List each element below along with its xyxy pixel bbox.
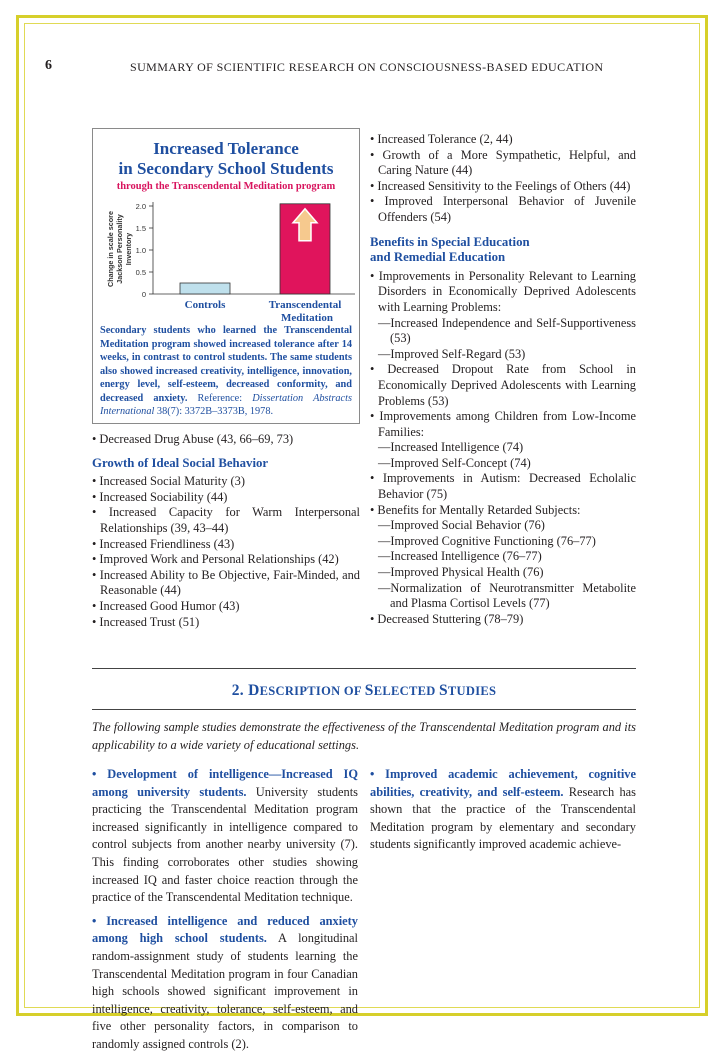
section2-title-d: D — [248, 682, 260, 699]
chart-y-tick-label: 0.5 — [135, 268, 146, 277]
left-top-list-item: • Decreased Drug Abuse (43, 66–69, 73) — [92, 432, 294, 446]
reference-label: Reference: — [197, 392, 253, 404]
section2-title — [92, 682, 636, 700]
chart-ylabel-line1: Change in scale score — [106, 211, 115, 287]
right-top-list-item: • Growth of a More Sympathetic, Helpful, and Caring Nature (44) — [370, 147, 636, 178]
social-behavior-list-item: • Increased Social Maturity (3) — [92, 474, 245, 489]
heading-social-behavior: Growth of Ideal Social Behavior — [92, 455, 269, 470]
social-behavior-list-item: • Increased Friendliness (43) — [92, 536, 235, 551]
chart-y-tick-label: 0 — [141, 290, 146, 299]
special-education-list-item: • Decreased Dropout Rate from School in Economically Deprived Adolescents with Learning Problems (53) — [370, 362, 636, 408]
page-number: 6 — [45, 58, 52, 73]
chart-y-tick-label: 1.0 — [135, 246, 146, 255]
reference-journal: Dissertation Abstracts International — [100, 392, 352, 417]
chart-title-line1: Increased Tolerance — [153, 139, 299, 158]
special-education-list-item: • Improvements in Autism: Decreased Echolalic Behavior (75) — [370, 471, 636, 502]
chart-subtitle: through the Transcendental Meditation program — [116, 181, 336, 192]
study-intelligence-university — [92, 766, 358, 907]
special-education-list-item: —Normalization of Neurotransmitter Metabolite and Plasma Cortisol Levels (77) — [378, 580, 636, 611]
study-academic-achievement — [370, 766, 636, 854]
special-education-list-item: • Improvements in Personality Relevant to Learning Disorders in Economically Deprived Adolescents with Learning Problems: — [370, 268, 636, 314]
section-rule-top — [92, 668, 636, 669]
chart-y-tick-label: 2.0 — [135, 202, 146, 211]
chart-y-tick-label: 1.5 — [135, 224, 146, 233]
study1-lead: • Development of intelligence—Increased IQ among university students. — [92, 767, 358, 799]
special-education-list-item: —Improved Self-Concept (74) — [378, 455, 531, 470]
study3-lead: • Improved academic achievement, cognitive abilities, creativity, and self-esteem. — [370, 767, 636, 799]
study-intelligence-highschool — [92, 913, 358, 1054]
special-education-list-item: • Decreased Stuttering (78–79) — [370, 611, 524, 626]
section-rule-bottom — [92, 709, 636, 710]
heading-special-education — [370, 235, 636, 266]
heading-special-education-line1: Benefits in Special Education — [370, 234, 530, 249]
section2-intro: The following sample studies demonstrate the effectiveness of the Transcendental Meditation program and its applicability to a wide variety of educational settings. — [92, 720, 636, 752]
chart-plot — [93, 129, 361, 329]
section2-title-s: S — [364, 682, 374, 699]
right-top-list — [370, 132, 636, 226]
chart-title-line2: in Secondary School Students — [118, 159, 334, 178]
special-education-list-item: —Improved Self-Regard (53) — [378, 346, 526, 361]
right-top-list-item: • Increased Sensitivity to the Feelings of Others (44) — [370, 178, 631, 193]
social-behavior-list-item: • Improved Work and Personal Relationships (42) — [92, 552, 339, 567]
chart-figure — [92, 128, 360, 424]
studies-right-column — [370, 766, 636, 860]
study2-lead: • Increased intelligence and reduced anxiety among high school students. — [92, 913, 358, 946]
social-behavior-list-item: • Increased Sociability (44) — [92, 489, 228, 504]
special-education-list-item: —Improved Physical Health (76) — [378, 565, 544, 580]
running-header: SUMMARY OF SCIENTIFIC RESEARCH ON CONSCIOUSNESS-BASED EDUCATION — [130, 60, 604, 74]
special-education-list-item: —Increased Independence and Self-Supportiveness (53) — [378, 315, 636, 346]
study2-text: A longitudinal random-assignment study of students learning the Transcendental Meditation program in four Canadian high schools showed significant improvement in intelligence, creativity, tolerance, self-esteem, and five other personality factors, in comparison to randomly assigned controls (2). — [92, 931, 358, 1051]
chart-x-label-controls: Controls — [184, 299, 226, 311]
social-behavior-list-item: • Increased Good Humor (43) — [92, 598, 240, 613]
chart-x-label-meditation-line2: Meditation — [281, 312, 333, 324]
special-education-list-item: —Improved Cognitive Functioning (76–77) — [378, 533, 596, 548]
right-column — [370, 132, 636, 627]
chart-caption-text: Secondary students who learned the Transcendental Meditation program showed increased tolerance after 14 weeks, in contrast to control students. The same students also showed increased creativity, intelligence, innovation, energy level, self-esteem, decreased conformity, and decreased anxiety. — [100, 325, 352, 404]
reference-details: 38(7): 3372B–3373B, 1978. — [154, 406, 274, 417]
section2-title-part2: ELECTED — [373, 684, 439, 698]
left-column — [92, 432, 360, 630]
chart-bar-controls — [180, 283, 230, 294]
section2-number: 2. — [231, 682, 249, 699]
studies-left-column — [92, 766, 358, 1060]
section2-title-s2: S — [438, 682, 448, 699]
study1-text: University students practicing the Transcendental Meditation program increased significantly in intelligence compared to control subjects from another nearby university (7). This finding corroborates other studies showing increased IQ and faster choice reaction through the practice of the Transcendental Meditation technique. — [92, 784, 359, 905]
chart-caption — [100, 324, 352, 419]
social-behavior-list-item: • Increased Trust (51) — [92, 614, 200, 629]
special-education-list-item: —Improved Social Behavior (76) — [378, 518, 545, 533]
chart-ylabel-line2: Jackson Personality Inventory — [115, 214, 133, 284]
left-top-list — [92, 432, 360, 448]
special-education-list-item: • Improvements among Children from Low-Income Families: — [370, 409, 636, 439]
social-behavior-list — [92, 474, 360, 630]
social-behavior-list-item: • Increased Capacity for Warm Interpersonal Relationships (39, 43–44) — [92, 505, 360, 535]
special-education-list-item: • Benefits for Mentally Retarded Subjects: — [370, 502, 581, 517]
right-top-list-item: • Improved Interpersonal Behavior of Juvenile Offenders (54) — [370, 194, 636, 224]
section2-title-part3: TUDIES — [447, 684, 497, 698]
section2-title-part1: ESCRIPTION OF — [259, 684, 365, 698]
special-education-list-item: —Increased Intelligence (74) — [378, 440, 524, 455]
special-education-list — [370, 269, 636, 628]
right-top-list-item: • Increased Tolerance (2, 44) — [370, 132, 513, 146]
chart-x-label-meditation: Transcendental — [268, 299, 342, 311]
social-behavior-list-item: • Increased Ability to Be Objective, Fair-Minded, and Reasonable (44) — [92, 567, 360, 598]
study3-text: Research has shown that the practice of the Transcendental Meditation program by elementary and secondary students significantly improved academic achieve- — [370, 784, 636, 852]
special-education-list-item: —Increased Intelligence (76–77) — [378, 549, 542, 564]
heading-special-education-line2: and Remedial Education — [370, 250, 506, 265]
